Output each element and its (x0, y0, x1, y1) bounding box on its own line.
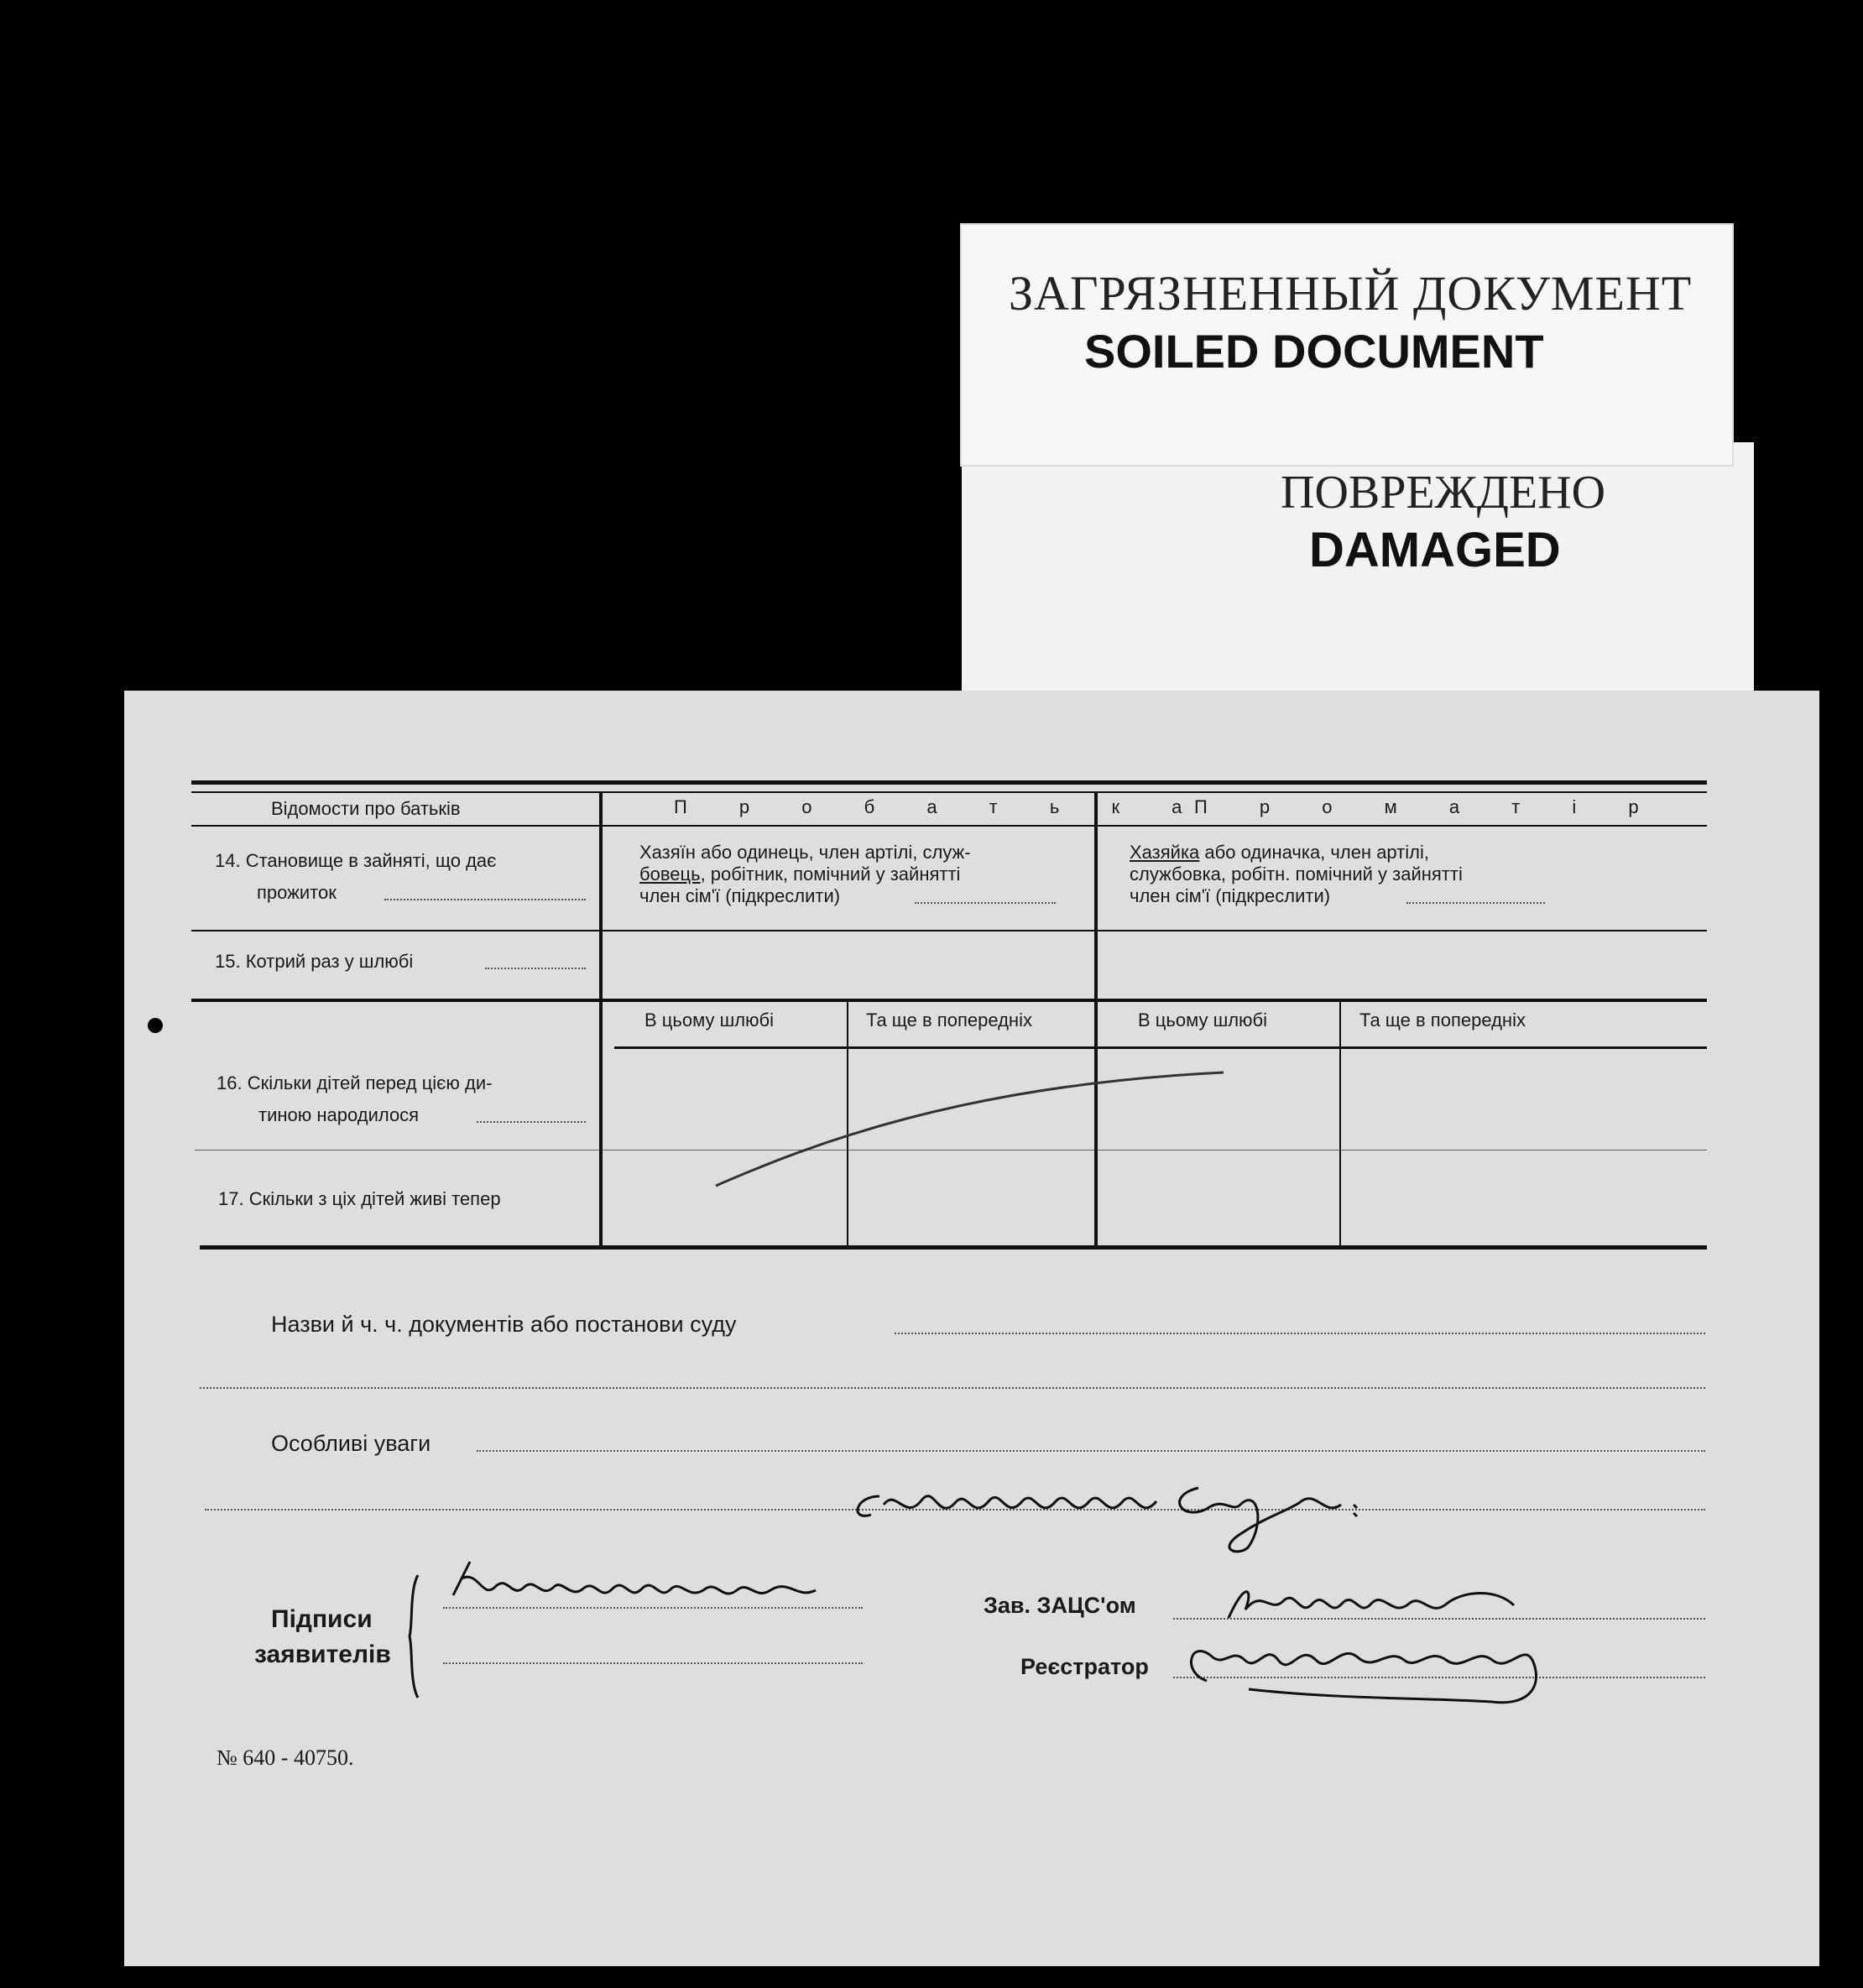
applicants-brace (408, 1573, 420, 1699)
damaged-label-en: DAMAGED (1309, 523, 1561, 577)
row17-label: 17. Скільки з ціх дітей живі тепер (218, 1188, 501, 1209)
row14-mother-options (1130, 842, 1429, 864)
mother-this-marriage: В цьому шлюбі (1138, 1010, 1268, 1031)
head-zags-label: Зав. ЗАЦС'ом (984, 1593, 1136, 1618)
row14-father-instruction: член сім'ї (підкреслити) (639, 885, 841, 906)
applicants-label: Підписи (271, 1605, 373, 1633)
row15-leader-dots (485, 968, 586, 969)
applicants-label-2: заявителів (254, 1641, 391, 1668)
header-parents-info: Відомости про батьків (271, 798, 461, 819)
row14-father-dots (915, 902, 1056, 904)
registrar-label: Реєстратор (1020, 1654, 1149, 1679)
soiled-label-en: SOILED DOCUMENT (1084, 325, 1544, 378)
row14-mother-instruction: член сім'ї (підкреслити) (1130, 885, 1331, 906)
damaged-label (962, 442, 1754, 692)
table-col-divider (599, 791, 603, 1249)
table-rule (191, 825, 1707, 827)
row14-father-options-2-text: , робітник, помічний у зайнятті (700, 864, 961, 884)
row16-label: 16. Скільки дітей перед цією ди- (217, 1072, 493, 1093)
row14-label-cont: прожиток (257, 882, 337, 903)
registrar-signature (1173, 1622, 1559, 1714)
mother-previous: Та ще в попередніх (1359, 1010, 1526, 1031)
row14-father-options-2 (639, 864, 960, 885)
table-rule (191, 999, 1707, 1002)
row14-mother-dots (1406, 902, 1545, 904)
header-about-father: П р о б а т ь к а (674, 796, 1206, 817)
row14-leader-dots (384, 899, 586, 900)
table-col-divider (1339, 1001, 1341, 1247)
row14-father-underlined: бовець (639, 864, 701, 884)
documents-dots-2 (200, 1387, 1705, 1389)
soiled-label-ru: ЗАГРЯЗНЕННЫЙ ДОКУМЕНТ (1009, 266, 1693, 321)
documents-label: Назви й ч. ч. документів або постанови суду (271, 1312, 737, 1337)
table-rule (191, 930, 1707, 931)
row15-label: 15. Котрий раз у шлюбі (215, 951, 414, 972)
table-top-rule (191, 780, 1707, 785)
soiled-document-label (960, 223, 1734, 467)
table-subheader-rule (614, 1046, 1707, 1049)
father-previous: Та ще в попередніх (866, 1010, 1032, 1031)
applicant-signature (436, 1553, 873, 1612)
damaged-label-ru: ПОВРЕЖДЕНО (1281, 467, 1606, 519)
pencil-stroke (712, 1068, 1232, 1194)
remarks-dots (477, 1450, 1705, 1452)
row14-mother-options-2: службовка, робітн. помічний у зайнятті (1130, 864, 1463, 884)
table-header-rule (191, 791, 1707, 793)
remarks-handwriting (846, 1463, 1433, 1563)
row14-label: 14. Становище в зайняті, що дає (215, 850, 497, 871)
remarks-label: Особливі уваги (271, 1431, 431, 1456)
row14-mother-options-text: або одиначка, член артілі, (1199, 842, 1429, 863)
father-this-marriage: В цьому шлюбі (644, 1010, 775, 1031)
documents-dots (895, 1333, 1705, 1334)
form-sheet (124, 691, 1819, 1966)
row16-leader-dots (477, 1121, 586, 1123)
applicant-2-dots (443, 1662, 863, 1664)
form-number: № 640 - 40750. (217, 1745, 354, 1770)
row14-mother-underlined: Хазяйка (1130, 842, 1200, 863)
punch-hole (148, 1018, 163, 1033)
table-bottom-rule (200, 1245, 1707, 1250)
header-about-mother: П р о м а т і р (1194, 796, 1662, 817)
row16-label-cont: тиною народилося (258, 1104, 420, 1125)
row14-father-options: Хазяїн або одинець, член артілі, служ- (639, 842, 971, 863)
